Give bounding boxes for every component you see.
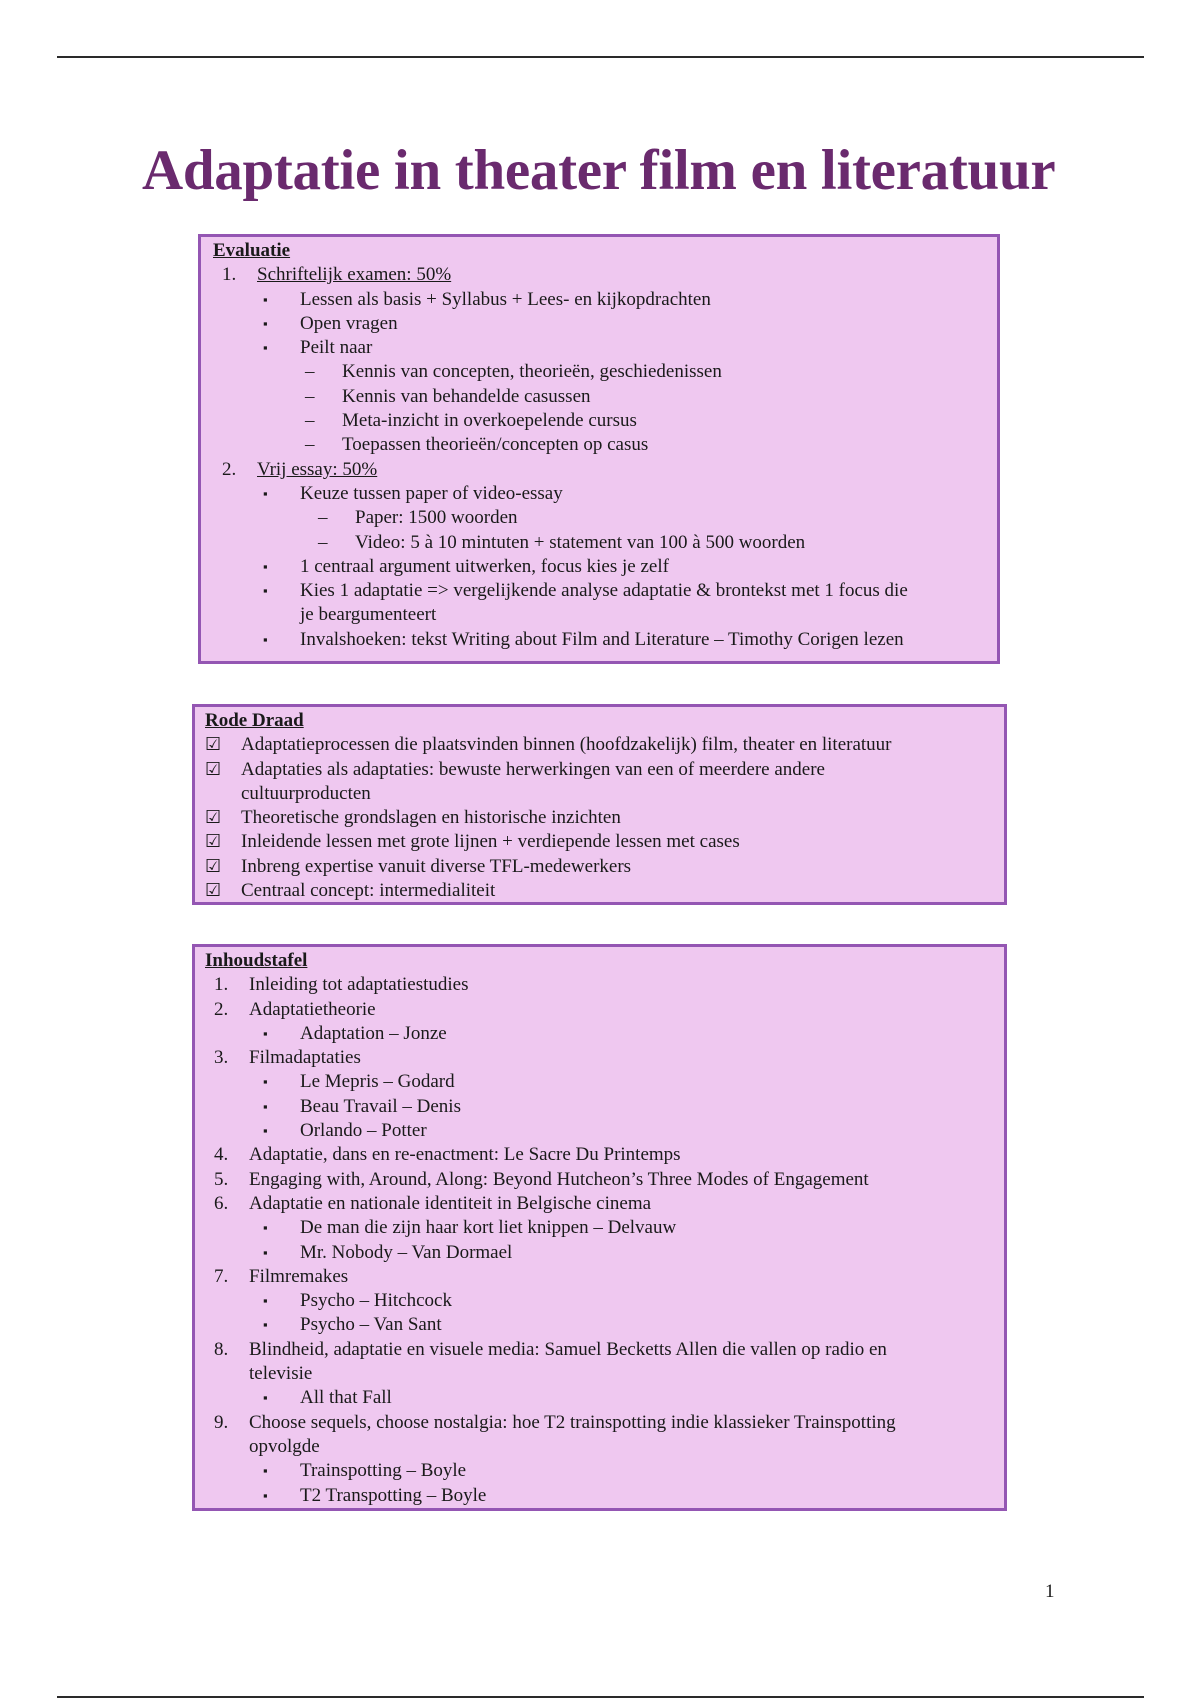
bullet-icon: ▪ [263, 1390, 268, 1406]
page-number: 1 [1045, 1581, 1055, 1602]
evaluatie-title: Evaluatie [213, 240, 291, 261]
rode-draad-box [192, 704, 1007, 905]
list-item: – Meta-inzicht in overkoepelende cursus [305, 410, 637, 432]
inhoudstafel-title: Inhoudstafel [205, 950, 308, 971]
list-item-continuation: cultuurproducten [241, 782, 371, 804]
bullet-icon: ▪ [263, 315, 268, 331]
top-rule [57, 56, 1144, 58]
toc-chapter: 8. Blindheid, adaptatie en visuele media: Samuel Becketts Allen die vallen op radio en [214, 1338, 887, 1360]
checkbox-checked-icon: ☑ [205, 855, 222, 877]
bullet-icon: ▪ [263, 631, 268, 647]
list-item: ☑ Inleidende lessen met grote lijnen + verdiepende lessen met cases [195, 830, 1004, 854]
bullet-icon: ▪ [263, 1487, 268, 1503]
toc-chapter: 2. Adaptatietheorie [214, 998, 376, 1020]
bullet-icon: ▪ [263, 291, 268, 307]
toc-chapter-continuation: televisie [249, 1363, 313, 1385]
bullet-icon: ▪ [263, 1463, 268, 1479]
bullet-icon: ▪ [263, 1293, 268, 1309]
toc-chapter-continuation: opvolgde [249, 1435, 320, 1457]
list-item: – Paper: 1500 woorden [318, 507, 518, 529]
bullet-icon: ▪ [263, 485, 268, 501]
toc-chapter: 1. Inleiding tot adaptatiestudies [214, 974, 469, 996]
list-item: ▪ Keuze tussen paper of video-essay [201, 482, 997, 506]
bullet-icon: ▪ [263, 1220, 268, 1236]
evaluatie-box [198, 234, 1000, 664]
list-item: ▪ Peilt naar [201, 336, 997, 360]
list-item: ▪ 1 centraal argument uitwerken, focus kies je zelf [201, 555, 997, 579]
toc-chapter: 4. Adaptatie, dans en re-enactment: Le Sacre Du Printemps [214, 1144, 681, 1166]
toc-subitem: ▪ De man die zijn haar kort liet knippen – Delvauw [195, 1216, 1004, 1240]
checkbox-checked-icon: ☑ [205, 734, 222, 756]
bullet-icon: ▪ [263, 558, 268, 574]
toc-subitem: ▪ Psycho – Van Sant [195, 1313, 1004, 1337]
toc-subitem: ▪ All that Fall [195, 1386, 1004, 1410]
bottom-rule [57, 1696, 1144, 1698]
toc-subitem: ▪ Le Mepris – Godard [195, 1070, 1004, 1094]
rode-draad-title: Rode Draad [205, 710, 304, 731]
toc-subitem: ▪ Trainspotting – Boyle [195, 1459, 1004, 1483]
bullet-icon: ▪ [263, 1123, 268, 1139]
toc-chapter: 6. Adaptatie en nationale identiteit in Belgische cinema [214, 1192, 652, 1214]
list-item: – Kennis van concepten, theorieën, geschiedenissen [305, 361, 722, 383]
toc-subitem: ▪ Beau Travail – Denis [195, 1095, 1004, 1119]
bullet-icon: ▪ [263, 1244, 268, 1260]
list-item: – Toepassen theorieën/concepten op casus [305, 434, 649, 456]
list-item: ▪ Kies 1 adaptatie => vergelijkende analyse adaptatie & brontekst met 1 focus die [201, 579, 997, 603]
toc-chapter: 5. Engaging with, Around, Along: Beyond Hutcheon’s Three Modes of Engagement [214, 1168, 869, 1190]
checkbox-checked-icon: ☑ [205, 831, 222, 853]
list-item: ☑ Inbreng expertise vanuit diverse TFL-medewerkers [195, 855, 1004, 879]
bullet-icon: ▪ [263, 1098, 268, 1114]
list-item-continuation: je beargumenteert [300, 604, 437, 626]
bullet-icon: ▪ [263, 1317, 268, 1333]
list-item: ▪ Lessen als basis + Syllabus + Lees- en kijkopdrachten [201, 288, 997, 312]
list-item: ☑ Centraal concept: intermedialiteit [195, 879, 1004, 903]
list-item: – Video: 5 à 10 mintuten + statement van 100 à 500 woorden [318, 531, 806, 553]
checkbox-checked-icon: ☑ [205, 880, 222, 902]
bullet-icon: ▪ [263, 340, 268, 356]
list-item: ☑ Adaptaties als adaptaties: bewuste herwerkingen van een of meerdere andere [195, 758, 1004, 782]
toc-chapter: 3. Filmadaptaties [214, 1047, 361, 1069]
checkbox-checked-icon: ☑ [205, 758, 222, 780]
toc-subitem: ▪ Psycho – Hitchcock [195, 1289, 1004, 1313]
list-item: – Kennis van behandelde casussen [305, 385, 591, 407]
toc-chapter: 9. Choose sequels, choose nostalgia: hoe T2 trainspotting indie klassieker Trainspotting [214, 1411, 896, 1433]
list-item: ▪ Open vragen [201, 312, 997, 336]
checkbox-checked-icon: ☑ [205, 807, 222, 829]
list-item: ▪ Invalshoeken: tekst Writing about Film and Literature – Timothy Corigen lezen [201, 628, 997, 652]
inhoudstafel-box [192, 944, 1007, 1511]
list-item: 2. Vrij essay: 50% [222, 458, 378, 480]
bullet-icon: ▪ [263, 1025, 268, 1041]
toc-chapter: 7. Filmremakes [214, 1265, 349, 1287]
page-title: Adaptatie in theater film en literatuur [142, 139, 1056, 202]
list-item: ☑ Adaptatieprocessen die plaatsvinden binnen (hoofdzakelijk) film, theater en literatuur [195, 733, 1004, 757]
list-item: 1. Schriftelijk examen: 50% [222, 264, 452, 286]
toc-subitem: ▪ Orlando – Potter [195, 1119, 1004, 1143]
toc-subitem: ▪ Mr. Nobody – Van Dormael [195, 1241, 1004, 1265]
list-item: ☑ Theoretische grondslagen en historische inzichten [195, 806, 1004, 830]
bullet-icon: ▪ [263, 1074, 268, 1090]
toc-subitem: ▪ T2 Transpotting – Boyle [195, 1484, 1004, 1508]
toc-subitem: ▪ Adaptation – Jonze [195, 1022, 1004, 1046]
bullet-icon: ▪ [263, 583, 268, 599]
